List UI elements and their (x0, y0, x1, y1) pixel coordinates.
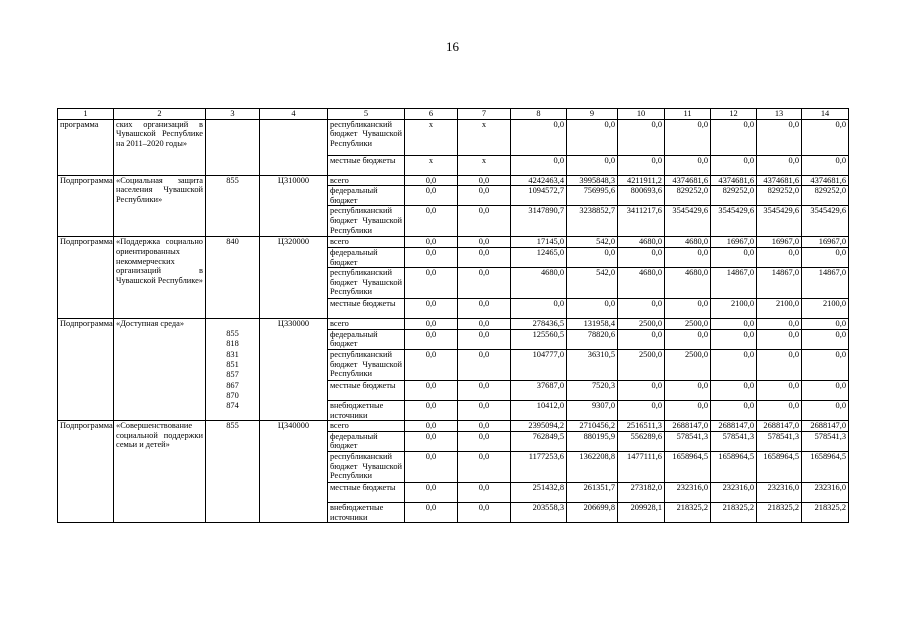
value-cell: 0,0 (618, 247, 665, 267)
program-name-cell: «Доступная среда» (114, 319, 206, 421)
funding-source-cell: всего (328, 237, 405, 248)
value-cell: 10412,0 (511, 400, 567, 420)
program-type-cell: Подпрограмма (58, 237, 114, 319)
value-cell: 0,0 (665, 329, 711, 349)
value-cell: 0,0 (458, 400, 511, 420)
value-cell: 218325,2 (711, 502, 757, 522)
value-cell: 0,0 (405, 431, 458, 451)
value-cell: 203558,3 (511, 502, 567, 522)
value-cell: 125560,5 (511, 329, 567, 349)
value-cell: 4242463,4 (511, 175, 567, 186)
value-cell: x (405, 155, 458, 175)
value-cell: 0,0 (511, 119, 567, 155)
value-cell: 232316,0 (757, 482, 802, 502)
value-cell: 0,0 (405, 380, 458, 400)
value-cell: 0,0 (567, 155, 618, 175)
value-cell: 232316,0 (711, 482, 757, 502)
value-cell: 829252,0 (757, 186, 802, 206)
value-cell: 1658964,5 (665, 451, 711, 482)
value-cell: 0,0 (405, 329, 458, 349)
col-num: 5 (328, 109, 405, 120)
ministry-code: 874 (226, 401, 239, 411)
value-cell: 0,0 (405, 400, 458, 420)
value-cell: 0,0 (757, 319, 802, 330)
value-cell: 829252,0 (711, 186, 757, 206)
value-cell: 0,0 (405, 299, 458, 319)
program-type-cell: программа (58, 119, 114, 175)
value-cell: 0,0 (618, 155, 665, 175)
funding-source-cell: местные бюджеты (328, 482, 405, 502)
value-cell: 0,0 (511, 155, 567, 175)
funding-source-cell: федеральный бюджет (328, 247, 405, 267)
value-cell: 0,0 (802, 155, 849, 175)
value-cell: 0,0 (567, 119, 618, 155)
col-num: 10 (618, 109, 665, 120)
value-cell: 3545429,6 (757, 206, 802, 237)
value-cell: 578541,3 (665, 431, 711, 451)
value-cell: 0,0 (802, 349, 849, 380)
value-cell: 4680,0 (665, 237, 711, 248)
funding-source-cell: всего (328, 319, 405, 330)
value-cell: 4211911,2 (618, 175, 665, 186)
value-cell: 0,0 (458, 186, 511, 206)
program-name-cell: ских организаций в Чувашской Республике на 2011–2020 годы» (114, 119, 206, 175)
value-cell: 0,0 (405, 482, 458, 502)
value-cell: 36310,5 (567, 349, 618, 380)
col-num: 12 (711, 109, 757, 120)
value-cell: 0,0 (802, 119, 849, 155)
value-cell: 0,0 (458, 451, 511, 482)
value-cell: 578541,3 (711, 431, 757, 451)
value-cell: 0,0 (405, 349, 458, 380)
value-cell: 0,0 (405, 186, 458, 206)
ministry-code: 831 (226, 349, 239, 359)
value-cell: 2100,0 (802, 299, 849, 319)
ministry-code-cell (206, 119, 260, 175)
col-num: 11 (665, 109, 711, 120)
value-cell: 0,0 (405, 247, 458, 267)
value-cell: 0,0 (665, 119, 711, 155)
value-cell: 0,0 (757, 349, 802, 380)
value-cell: 131958,4 (567, 319, 618, 330)
value-cell: 0,0 (665, 247, 711, 267)
value-cell: 16967,0 (757, 237, 802, 248)
col-num: 4 (260, 109, 328, 120)
value-cell: 0,0 (757, 119, 802, 155)
value-cell: 0,0 (405, 268, 458, 299)
value-cell: 0,0 (405, 502, 458, 522)
value-cell: 3147890,7 (511, 206, 567, 237)
value-cell: 4374681,6 (757, 175, 802, 186)
value-cell: 0,0 (618, 380, 665, 400)
ministry-code: 851 (226, 360, 239, 370)
value-cell: 0,0 (405, 421, 458, 432)
col-num: 6 (405, 109, 458, 120)
program-name-cell: «Поддержка социально ориентированных некоммерческих организаций в Чувашской Республике» (114, 237, 206, 319)
value-cell: 218325,2 (665, 502, 711, 522)
col-num: 14 (802, 109, 849, 120)
funding-source-cell: республиканский бюджет Чувашской Республики (328, 206, 405, 237)
value-cell: 4374681,6 (711, 175, 757, 186)
funding-source-cell: федеральный бюджет (328, 329, 405, 349)
target-code-cell: Ц330000 (260, 319, 328, 421)
value-cell: 4680,0 (511, 268, 567, 299)
value-cell: 542,0 (567, 268, 618, 299)
value-cell: 0,0 (618, 400, 665, 420)
program-type-cell: Подпрограмма (58, 175, 114, 237)
ministry-code-cell: 855 (206, 175, 260, 237)
table-row (58, 319, 849, 330)
target-code-cell: Ц340000 (260, 421, 328, 523)
target-code-cell: Ц320000 (260, 237, 328, 319)
value-cell: 0,0 (458, 237, 511, 248)
value-cell: 261351,7 (567, 482, 618, 502)
value-cell: 273182,0 (618, 482, 665, 502)
value-cell: 2688147,0 (802, 421, 849, 432)
value-cell: 16967,0 (802, 237, 849, 248)
value-cell: 1658964,5 (711, 451, 757, 482)
value-cell: 16967,0 (711, 237, 757, 248)
target-code-cell (260, 119, 328, 175)
value-cell: 0,0 (458, 299, 511, 319)
value-cell: 0,0 (618, 329, 665, 349)
value-cell: 2710456,2 (567, 421, 618, 432)
value-cell: 4374681,6 (665, 175, 711, 186)
value-cell: 278436,5 (511, 319, 567, 330)
ministry-code: 855 (226, 329, 239, 339)
value-cell: 37687,0 (511, 380, 567, 400)
col-num: 3 (206, 109, 260, 120)
funding-source-cell: республиканский бюджет Чувашской Республики (328, 451, 405, 482)
table-row (58, 175, 849, 186)
value-cell: 251432,8 (511, 482, 567, 502)
value-cell: 1658964,5 (757, 451, 802, 482)
value-cell: 3995848,3 (567, 175, 618, 186)
value-cell: 0,0 (711, 155, 757, 175)
table-row (58, 119, 849, 155)
value-cell: 2500,0 (618, 319, 665, 330)
value-cell: 14867,0 (802, 268, 849, 299)
value-cell: 2516511,3 (618, 421, 665, 432)
funding-source-cell: внебюджетные источники (328, 400, 405, 420)
value-cell: 0,0 (711, 319, 757, 330)
value-cell: 2100,0 (757, 299, 802, 319)
value-cell: x (458, 155, 511, 175)
value-cell: 2688147,0 (711, 421, 757, 432)
ministry-code: 857 (226, 370, 239, 380)
value-cell: 2100,0 (711, 299, 757, 319)
value-cell: x (458, 119, 511, 155)
value-cell: 756995,6 (567, 186, 618, 206)
value-cell: 1177253,6 (511, 451, 567, 482)
value-cell: 556289,6 (618, 431, 665, 451)
funding-source-cell: всего (328, 175, 405, 186)
value-cell: 2688147,0 (757, 421, 802, 432)
value-cell: 0,0 (458, 380, 511, 400)
funding-source-cell: местные бюджеты (328, 380, 405, 400)
target-code-cell: Ц310000 (260, 175, 328, 237)
value-cell: 1094572,7 (511, 186, 567, 206)
col-num: 1 (58, 109, 114, 120)
value-cell: 0,0 (458, 319, 511, 330)
program-name-cell: «Совершенствование социальной поддержки семьи и детей» (114, 421, 206, 523)
col-num: 8 (511, 109, 567, 120)
value-cell: 4374681,6 (802, 175, 849, 186)
value-cell: 0,0 (458, 268, 511, 299)
funding-source-cell: федеральный бюджет (328, 431, 405, 451)
value-cell: 3545429,6 (665, 206, 711, 237)
value-cell: 7520,3 (567, 380, 618, 400)
ministry-code-cell: 840 (206, 237, 260, 319)
value-cell: 14867,0 (757, 268, 802, 299)
value-cell: 0,0 (458, 421, 511, 432)
value-cell: 0,0 (711, 119, 757, 155)
value-cell: 14867,0 (711, 268, 757, 299)
funding-source-cell: местные бюджеты (328, 155, 405, 175)
value-cell: 0,0 (757, 155, 802, 175)
value-cell: 218325,2 (757, 502, 802, 522)
value-cell: 3545429,6 (711, 206, 757, 237)
value-cell: 2500,0 (618, 349, 665, 380)
value-cell: 2500,0 (665, 319, 711, 330)
program-type-cell: Подпрограмма (58, 319, 114, 421)
value-cell: 0,0 (405, 319, 458, 330)
col-num: 13 (757, 109, 802, 120)
value-cell: 2688147,0 (665, 421, 711, 432)
ministry-code: 870 (226, 390, 239, 400)
value-cell: 1658964,5 (802, 451, 849, 482)
column-number-row (58, 109, 849, 120)
value-cell: 0,0 (511, 299, 567, 319)
value-cell: 3545429,6 (802, 206, 849, 237)
funding-source-cell: местные бюджеты (328, 299, 405, 319)
value-cell: 232316,0 (802, 482, 849, 502)
page-number: 16 (446, 39, 459, 54)
value-cell: 0,0 (802, 380, 849, 400)
value-cell: 0,0 (711, 349, 757, 380)
value-cell: 0,0 (711, 329, 757, 349)
value-cell: 0,0 (458, 206, 511, 237)
ministry-code: 818 (226, 339, 239, 349)
value-cell: 829252,0 (802, 186, 849, 206)
value-cell: 578541,3 (802, 431, 849, 451)
value-cell: 4680,0 (618, 268, 665, 299)
table-row (58, 421, 849, 432)
col-num: 7 (458, 109, 511, 120)
value-cell: 0,0 (757, 329, 802, 349)
ministry-code-cell (206, 319, 260, 421)
value-cell: 1477111,6 (618, 451, 665, 482)
col-num: 9 (567, 109, 618, 120)
value-cell: 0,0 (458, 482, 511, 502)
value-cell: 0,0 (405, 175, 458, 186)
value-cell: 578541,3 (757, 431, 802, 451)
value-cell: 0,0 (458, 329, 511, 349)
value-cell: 0,0 (757, 400, 802, 420)
value-cell: 0,0 (567, 299, 618, 319)
value-cell: 104777,0 (511, 349, 567, 380)
value-cell: 0,0 (757, 247, 802, 267)
funding-source-cell: республиканский бюджет Чувашской Республики (328, 119, 405, 155)
value-cell: 0,0 (665, 299, 711, 319)
value-cell: 0,0 (405, 237, 458, 248)
value-cell: 0,0 (711, 247, 757, 267)
value-cell: 0,0 (802, 400, 849, 420)
value-cell: 1362208,8 (567, 451, 618, 482)
funding-source-cell: республиканский бюджет Чувашской Республики (328, 268, 405, 299)
value-cell: 0,0 (802, 329, 849, 349)
value-cell: 2500,0 (665, 349, 711, 380)
value-cell: 0,0 (618, 299, 665, 319)
value-cell: 218325,2 (802, 502, 849, 522)
value-cell: 0,0 (802, 319, 849, 330)
value-cell: 0,0 (567, 247, 618, 267)
col-num: 2 (114, 109, 206, 120)
value-cell: 829252,0 (665, 186, 711, 206)
value-cell: 206699,8 (567, 502, 618, 522)
value-cell: 2395094,2 (511, 421, 567, 432)
table-row (58, 237, 849, 248)
value-cell: 0,0 (665, 400, 711, 420)
value-cell: 0,0 (665, 380, 711, 400)
value-cell: 880195,9 (567, 431, 618, 451)
value-cell: 0,0 (711, 380, 757, 400)
value-cell: 17145,0 (511, 237, 567, 248)
value-cell: 762849,5 (511, 431, 567, 451)
value-cell: 209928,1 (618, 502, 665, 522)
value-cell: 0,0 (618, 119, 665, 155)
value-cell: 232316,0 (665, 482, 711, 502)
value-cell: 0,0 (458, 175, 511, 186)
value-cell: 78820,6 (567, 329, 618, 349)
funding-source-cell: всего (328, 421, 405, 432)
value-cell: 9307,0 (567, 400, 618, 420)
value-cell: 0,0 (711, 400, 757, 420)
value-cell: 800693,6 (618, 186, 665, 206)
ministry-code: 867 (226, 380, 239, 390)
funding-table (57, 108, 849, 523)
value-cell: 0,0 (757, 380, 802, 400)
value-cell: 12465,0 (511, 247, 567, 267)
value-cell: 3411217,6 (618, 206, 665, 237)
value-cell: 542,0 (567, 237, 618, 248)
program-type-cell: Подпрограмма (58, 421, 114, 523)
ministry-code-cell: 855 (206, 421, 260, 523)
value-cell: 4680,0 (618, 237, 665, 248)
value-cell: 0,0 (405, 206, 458, 237)
value-cell: 0,0 (405, 451, 458, 482)
value-cell: 0,0 (802, 247, 849, 267)
funding-source-cell: республиканский бюджет Чувашской Республики (328, 349, 405, 380)
value-cell: 0,0 (458, 502, 511, 522)
program-name-cell: «Социальная защита населения Чувашской Республики» (114, 175, 206, 237)
value-cell: 0,0 (665, 155, 711, 175)
value-cell: 0,0 (458, 247, 511, 267)
value-cell: 0,0 (458, 431, 511, 451)
value-cell: 0,0 (458, 349, 511, 380)
value-cell: 4680,0 (665, 268, 711, 299)
value-cell: 3238852,7 (567, 206, 618, 237)
value-cell: x (405, 119, 458, 155)
funding-source-cell: внебюджетные источники (328, 502, 405, 522)
funding-source-cell: федеральный бюджет (328, 186, 405, 206)
